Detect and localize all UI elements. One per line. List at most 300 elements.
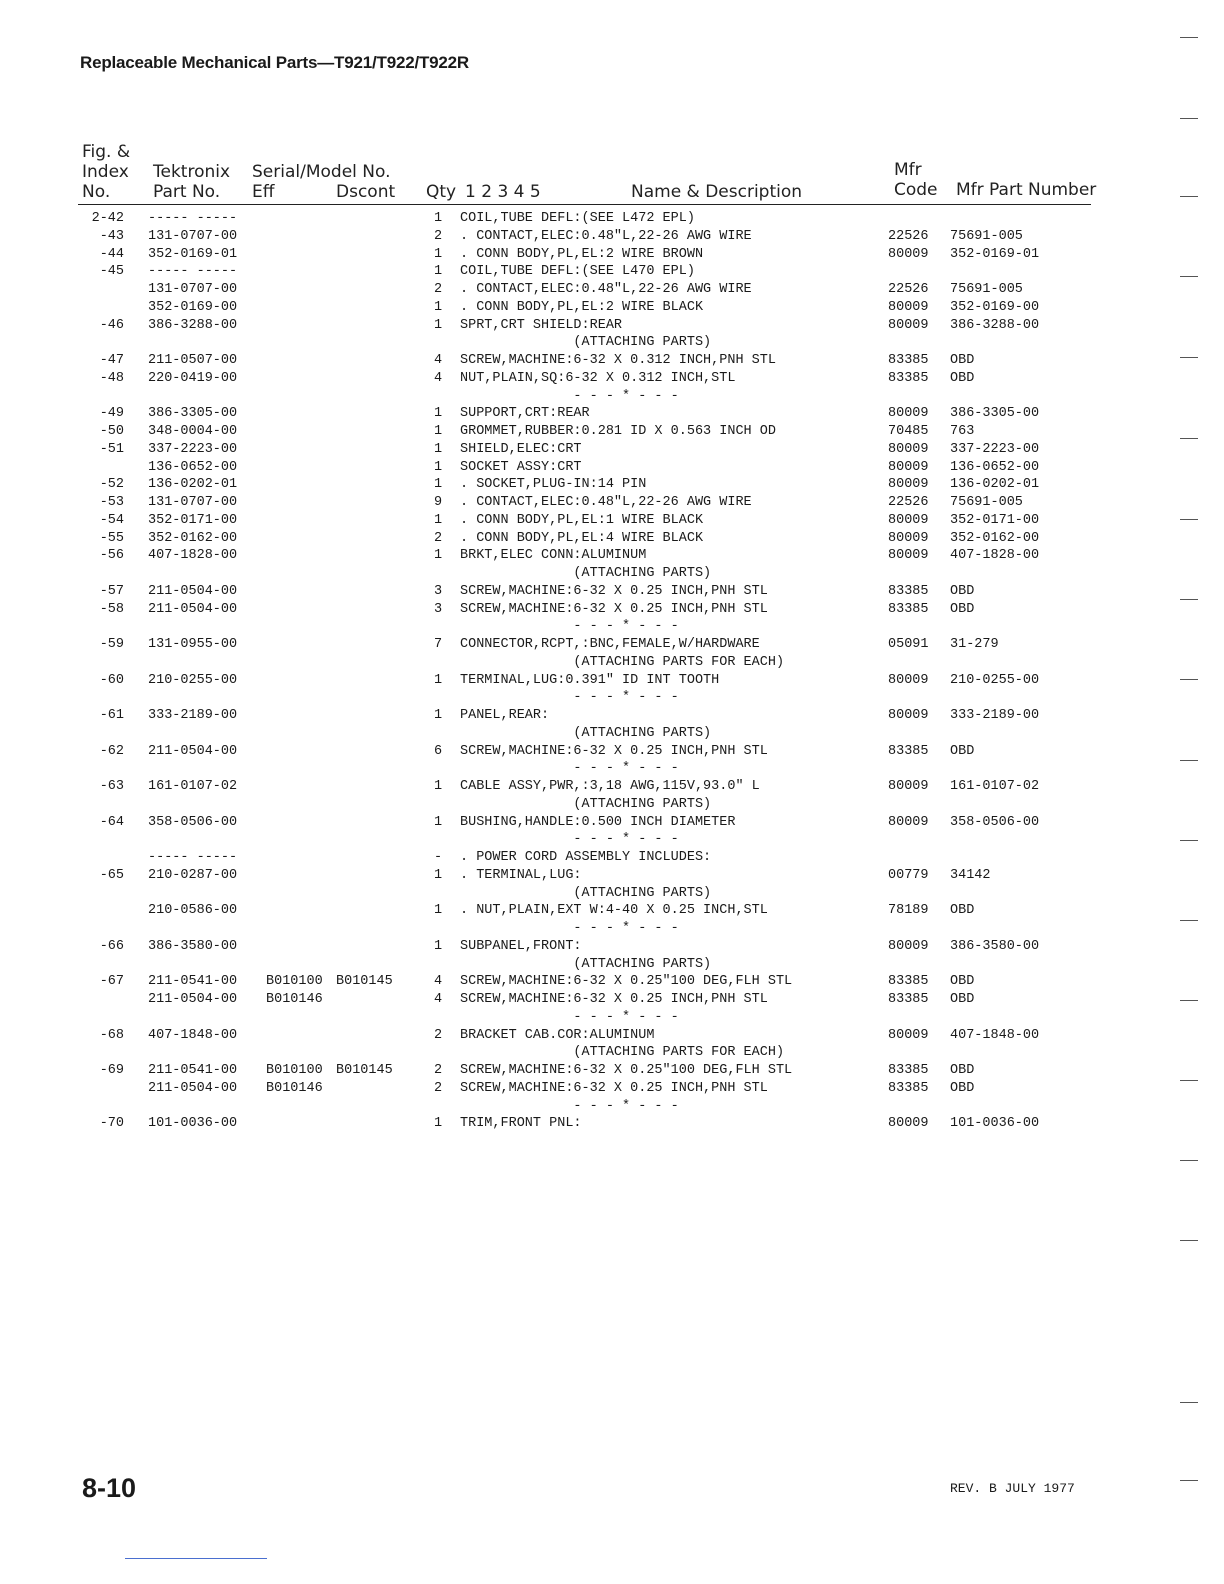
header-fig-line2: Index [82,162,129,182]
name-description: SUBPANEL,FRONT: [460,938,582,954]
table-row [0,973,1224,991]
mfr-code: 83385 [888,583,929,599]
header-rule [78,204,1091,205]
name-description: . NUT,PLAIN,EXT W:4-40 X 0.25 INCH,STL [460,903,768,919]
mfr-code: 80009 [888,814,929,830]
table-row [0,743,1224,761]
mfr-part-number: 75691-005 [950,495,1023,510]
part-number: 386-3580-00 [148,938,238,954]
table-row [0,991,1224,1009]
part-number: 407-1848-00 [148,1027,238,1043]
table-row [0,565,1224,583]
name-description: SCREW,MACHINE:6-32 X 0.312 INCH,PNH STL [460,353,776,368]
index-number: -44 [99,246,124,262]
quantity: 1 [434,317,443,333]
table-row [0,618,1224,636]
part-number: 386-3305-00 [148,406,238,422]
quantity: 2 [434,1080,443,1096]
quantity: 3 [434,601,443,617]
table-row [0,831,1224,849]
index-number: 2-42 [91,211,124,226]
name-description: SPRT,CRT SHIELD:REAR [460,317,623,333]
mfr-part-number: 31-279 [950,637,999,652]
table-row [0,299,1224,317]
mfr-part-number: 352-0169-01 [950,246,1040,262]
margin-mark [1180,679,1198,680]
name-description: COIL,TUBE DEFL:(SEE L470 EPL) [460,264,695,280]
name-description: SCREW,MACHINE:6-32 X 0.25 INCH,PNH STL [460,992,768,1007]
mfr-part-number: 136-0652-00 [950,459,1040,475]
name-description: (ATTACHING PARTS) [460,956,712,972]
table-row [0,867,1224,885]
part-number: ----- ----- [148,264,238,280]
name-description: (ATTACHING PARTS) [460,885,712,901]
quantity: 1 [434,548,443,564]
part-number: 210-0586-00 [148,903,238,919]
mfr-code: 83385 [888,1063,929,1078]
margin-mark [1180,519,1198,520]
table-row [0,885,1224,903]
mfr-part-number: 337-2223-00 [950,441,1040,457]
part-number: 210-0255-00 [148,672,238,688]
header-fig-line1: Fig. & [82,142,131,162]
quantity: 1 [434,938,443,954]
table-row [0,1027,1224,1045]
index-number: -54 [99,512,124,528]
header-mfr-part-number: Mfr Part Number [956,180,1097,200]
margin-mark [1180,599,1198,600]
name-description: TERMINAL,LUG:0.391" ID INT TOOTH [460,672,720,688]
mfr-code: 80009 [888,441,929,457]
part-number: 220-0419-00 [148,370,238,386]
part-number: 211-0504-00 [148,743,238,759]
index-number: -52 [99,477,124,493]
quantity: 1 [434,459,443,475]
margin-mark [1180,196,1198,197]
quantity: 1 [434,424,443,439]
mfr-part-number: 763 [950,424,975,439]
mfr-part-number: OBD [950,353,975,368]
table-row [0,370,1224,388]
name-description: - - - * - - - [460,832,679,848]
table-row [0,476,1224,494]
table-row [0,1115,1224,1133]
name-description: PANEL,REAR: [460,708,550,723]
part-number: 337-2223-00 [148,441,238,457]
quantity: 1 [434,406,443,422]
quantity: 2 [434,1027,443,1043]
name-description: SCREW,MACHINE:6-32 X 0.25"100 DEG,FLH STL [460,1063,793,1078]
part-number: 348-0004-00 [148,424,238,439]
table-row [0,1009,1224,1027]
mfr-part-number: OBD [950,903,975,919]
quantity: 9 [434,495,443,510]
quantity: 1 [434,672,443,688]
name-description: . CONN BODY,PL,EL:1 WIRE BLACK [460,512,704,528]
margin-mark [1180,1480,1198,1481]
index-number: -63 [99,779,124,794]
quantity: 1 [434,903,443,919]
mfr-part-number: OBD [950,974,975,990]
name-description: - - - * - - - [460,761,679,777]
header-tektronix: Tektronix [153,162,231,182]
table-row [0,849,1224,867]
quantity: 1 [434,779,443,794]
table-row [0,530,1224,548]
part-number: 131-0707-00 [148,282,238,297]
part-number: 352-0162-00 [148,530,238,546]
index-number: -46 [99,317,124,333]
margin-mark [1180,1160,1198,1161]
name-description: - - - * - - - [460,619,679,635]
part-number: 101-0036-00 [148,1116,238,1132]
margin-mark [1180,1240,1198,1241]
serial-eff: B010146 [266,992,323,1007]
mfr-code: 80009 [888,406,929,422]
table-row [0,583,1224,601]
table-row [0,956,1224,974]
part-number: 211-0541-00 [148,1063,238,1078]
mfr-part-number: OBD [950,743,975,759]
index-number: -64 [99,814,124,830]
table-row [0,1044,1224,1062]
table-row [0,317,1224,335]
table-row [0,920,1224,938]
name-description: . CONTACT,ELEC:0.48"L,22-26 AWG WIRE [460,228,752,244]
mfr-part-number: OBD [950,992,975,1007]
name-description: . CONTACT,ELEC:0.48"L,22-26 AWG WIRE [460,282,752,297]
margin-mark [1180,438,1198,439]
index-number: -65 [99,867,124,883]
mfr-part-number: 407-1828-00 [950,548,1040,564]
mfr-part-number: OBD [950,601,975,617]
mfr-code: 80009 [888,477,929,493]
mfr-part-number: OBD [950,583,975,599]
index-number: -56 [99,548,124,564]
quantity: - [434,850,443,865]
index-number: -57 [99,583,124,599]
index-number: -55 [99,530,124,546]
revision-date: REV. B JULY 1977 [950,1481,1075,1496]
part-number: 386-3288-00 [148,317,238,333]
table-row [0,281,1224,299]
table-row [0,388,1224,406]
mfr-part-number: 34142 [950,867,991,883]
part-number: 211-0504-00 [148,583,238,599]
quantity: 2 [434,530,443,546]
mfr-part-number: 352-0171-00 [950,512,1040,528]
name-description: COIL,TUBE DEFL:(SEE L472 EPL) [460,211,695,226]
table-row [0,689,1224,707]
table-row [0,246,1224,264]
table-row [0,902,1224,920]
index-number: -58 [99,601,124,617]
mfr-part-number: OBD [950,1080,975,1096]
quantity: 2 [434,282,443,297]
index-number: -45 [99,264,124,280]
name-description: NUT,PLAIN,SQ:6-32 X 0.312 INCH,STL [460,370,736,386]
mfr-code: 80009 [888,530,929,546]
name-description: . CONN BODY,PL,EL:2 WIRE BLACK [460,299,704,315]
bottom-rule [125,1558,267,1559]
table-row [0,814,1224,832]
table-row [0,672,1224,690]
mfr-code: 83385 [888,353,929,368]
index-number: -47 [99,353,124,368]
name-description: BRKT,ELEC CONN:ALUMINUM [460,548,647,564]
mfr-part-number: 386-3580-00 [950,938,1040,954]
mfr-part-number: 358-0506-00 [950,814,1040,830]
mfr-code: 80009 [888,317,929,333]
mfr-part-number: OBD [950,370,975,386]
mfr-code: 05091 [888,637,929,652]
name-description: SCREW,MACHINE:6-32 X 0.25 INCH,PNH STL [460,743,768,759]
name-description: - - - * - - - [460,388,679,404]
index-number: -49 [99,406,124,422]
mfr-code: 83385 [888,743,929,759]
mfr-code: 80009 [888,299,929,315]
name-description: CABLE ASSY,PWR,:3,18 AWG,115V,93.0" L [460,779,760,794]
part-number: 407-1828-00 [148,548,238,564]
quantity: 2 [434,228,443,244]
quantity: 1 [434,441,443,457]
quantity: 1 [434,211,443,226]
mfr-code: 83385 [888,974,929,990]
quantity: 2 [434,1063,443,1078]
mfr-code: 80009 [888,1027,929,1043]
index-number: -68 [99,1027,124,1043]
margin-mark [1180,920,1198,921]
part-number: 333-2189-00 [148,708,238,723]
mfr-part-number: 352-0162-00 [950,530,1040,546]
name-description: . CONN BODY,PL,EL:4 WIRE BLACK [460,530,704,546]
mfr-code: 80009 [888,672,929,688]
quantity: 1 [434,299,443,315]
index-number: -66 [99,938,124,954]
quantity: 3 [434,583,443,599]
quantity: 1 [434,477,443,493]
name-description: BUSHING,HANDLE:0.500 INCH DIAMETER [460,814,736,830]
margin-mark [1180,760,1198,761]
part-number: 131-0955-00 [148,637,238,652]
name-description: (ATTACHING PARTS FOR EACH) [460,1045,785,1061]
name-description: - - - * - - - [460,921,679,936]
table-row [0,441,1224,459]
index-number: -61 [99,708,124,723]
name-description: (ATTACHING PARTS FOR EACH) [460,654,785,670]
table-row [0,760,1224,778]
page-number: 8-10 [82,1473,137,1503]
mfr-code: 83385 [888,1080,929,1096]
part-number: ----- ----- [148,850,238,865]
serial-eff: B010100 [266,1063,323,1078]
table-row [0,636,1224,654]
parts-table [0,210,1224,1133]
mfr-part-number: 352-0169-00 [950,299,1040,315]
mfr-part-number: OBD [950,1063,975,1078]
part-number: 211-0541-00 [148,974,238,990]
name-description: - - - * - - - [460,690,679,706]
margin-mark [1180,1402,1198,1403]
index-number: -53 [99,495,124,510]
table-row [0,778,1224,796]
margin-mark [1180,118,1198,119]
part-number: 136-0652-00 [148,459,238,475]
margin-mark [1180,840,1198,841]
mfr-code: 22526 [888,282,929,297]
name-description: SOCKET ASSY:CRT [460,459,582,475]
table-row [0,228,1224,246]
mfr-code: 70485 [888,424,929,439]
name-description: SCREW,MACHINE:6-32 X 0.25 INCH,PNH STL [460,601,768,617]
mfr-code: 22526 [888,228,929,244]
part-number: 136-0202-01 [148,477,238,493]
index-number: -70 [99,1116,124,1132]
mfr-code: 80009 [888,512,929,528]
name-description: SCREW,MACHINE:6-32 X 0.25"100 DEG,FLH STL [460,974,793,990]
name-description: TRIM,FRONT PNL: [460,1116,582,1132]
header-eff: Eff [252,182,275,202]
serial-dscont: B010145 [336,974,393,990]
mfr-part-number: 75691-005 [950,282,1023,297]
table-row [0,601,1224,619]
page-title: Replaceable Mechanical Parts—T921/T922/T922R [80,53,470,72]
header-code: Code [894,180,938,200]
quantity: 4 [434,370,443,386]
name-description: (ATTACHING PARTS) [460,335,712,351]
mfr-code: 80009 [888,246,929,262]
name-description: SUPPORT,CRT:REAR [460,406,590,422]
header-levels: 1 2 3 4 5 [465,182,541,202]
margin-mark [1180,1080,1198,1081]
name-description: . TERMINAL,LUG: [460,867,582,883]
mfr-part-number: 333-2189-00 [950,708,1040,723]
header-fig-line3: No. [82,182,111,202]
index-number: -67 [99,974,124,990]
quantity: 1 [434,246,443,262]
part-number: 210-0287-00 [148,867,238,883]
index-number: -51 [99,441,124,457]
index-number: -43 [99,228,124,244]
index-number: -48 [99,370,124,386]
mfr-code: 83385 [888,370,929,386]
table-row [0,796,1224,814]
header-dscont: Dscont [336,182,396,202]
serial-eff: B010100 [266,974,323,990]
name-description: - - - * - - - [460,1098,679,1114]
table-row [0,725,1224,743]
name-description: SCREW,MACHINE:6-32 X 0.25 INCH,PNH STL [460,583,768,599]
name-description: GROMMET,RUBBER:0.281 ID X 0.563 INCH OD [460,424,776,439]
quantity: 1 [434,708,443,723]
part-number: 358-0506-00 [148,814,238,830]
serial-eff: B010146 [266,1080,323,1096]
mfr-part-number: 386-3305-00 [950,406,1040,422]
quantity: 1 [434,512,443,528]
header-part-no: Part No. [153,182,221,202]
name-description: . SOCKET,PLUG-IN:14 PIN [460,477,647,493]
index-number: -60 [99,672,124,688]
table-row [0,352,1224,370]
header-serial-model: Serial/Model No. [252,162,391,182]
margin-mark [1180,37,1198,38]
mfr-code: 78189 [888,903,929,919]
quantity: 4 [434,353,443,368]
part-number: 211-0507-00 [148,353,238,368]
quantity: 4 [434,992,443,1007]
serial-dscont: B010145 [336,1063,393,1078]
table-row [0,512,1224,530]
margin-mark [1180,276,1198,277]
index-number: -69 [99,1063,124,1078]
header-qty: Qty [426,182,457,202]
margin-mark [1180,357,1198,358]
name-description: CONNECTOR,RCPT,:BNC,FEMALE,W/HARDWARE [460,637,760,652]
table-row [0,1098,1224,1116]
mfr-code: 80009 [888,779,929,794]
quantity: 4 [434,974,443,990]
quantity: 1 [434,264,443,280]
mfr-code: 22526 [888,495,929,510]
part-number: 211-0504-00 [148,992,238,1007]
mfr-part-number: 161-0107-02 [950,779,1040,794]
header-mfr: Mfr [894,160,922,180]
table-row [0,654,1224,672]
table-row [0,938,1224,956]
part-number: 211-0504-00 [148,601,238,617]
name-description: SHIELD,ELEC:CRT [460,441,582,457]
name-description: . CONTACT,ELEC:0.48"L,22-26 AWG WIRE [460,495,752,510]
name-description: BRACKET CAB.COR:ALUMINUM [460,1027,655,1043]
margin-mark [1180,1000,1198,1001]
part-number: 352-0169-00 [148,299,238,315]
table-row [0,334,1224,352]
part-number: 131-0707-00 [148,228,238,244]
part-number: ----- ----- [148,211,238,226]
table-row [0,210,1224,228]
mfr-code: 83385 [888,601,929,617]
part-number: 161-0107-02 [148,779,238,794]
table-row [0,707,1224,725]
name-description: . CONN BODY,PL,EL:2 WIRE BROWN [460,246,704,262]
mfr-part-number: 386-3288-00 [950,317,1040,333]
name-description: (ATTACHING PARTS) [460,725,712,741]
name-description: SCREW,MACHINE:6-32 X 0.25 INCH,PNH STL [460,1080,768,1096]
quantity: 1 [434,1116,443,1132]
quantity: 6 [434,743,443,759]
mfr-part-number: 101-0036-00 [950,1116,1040,1132]
mfr-part-number: 136-0202-01 [950,477,1040,493]
table-row [0,1080,1224,1098]
mfr-code: 80009 [888,708,929,723]
table-row [0,494,1224,512]
part-number: 352-0169-01 [148,246,238,262]
name-description: (ATTACHING PARTS) [460,796,712,812]
index-number: -62 [99,743,124,759]
quantity: 1 [434,867,443,883]
name-description: (ATTACHING PARTS) [460,566,712,581]
part-number: 352-0171-00 [148,512,238,528]
mfr-code: 80009 [888,1116,929,1132]
index-number: -50 [99,424,124,439]
table-row [0,459,1224,477]
mfr-part-number: 407-1848-00 [950,1027,1040,1043]
name-description: . POWER CORD ASSEMBLY INCLUDES: [460,850,712,865]
table-row [0,263,1224,281]
mfr-code: 00779 [888,867,929,883]
index-number: -59 [99,637,124,652]
table-row [0,1062,1224,1080]
